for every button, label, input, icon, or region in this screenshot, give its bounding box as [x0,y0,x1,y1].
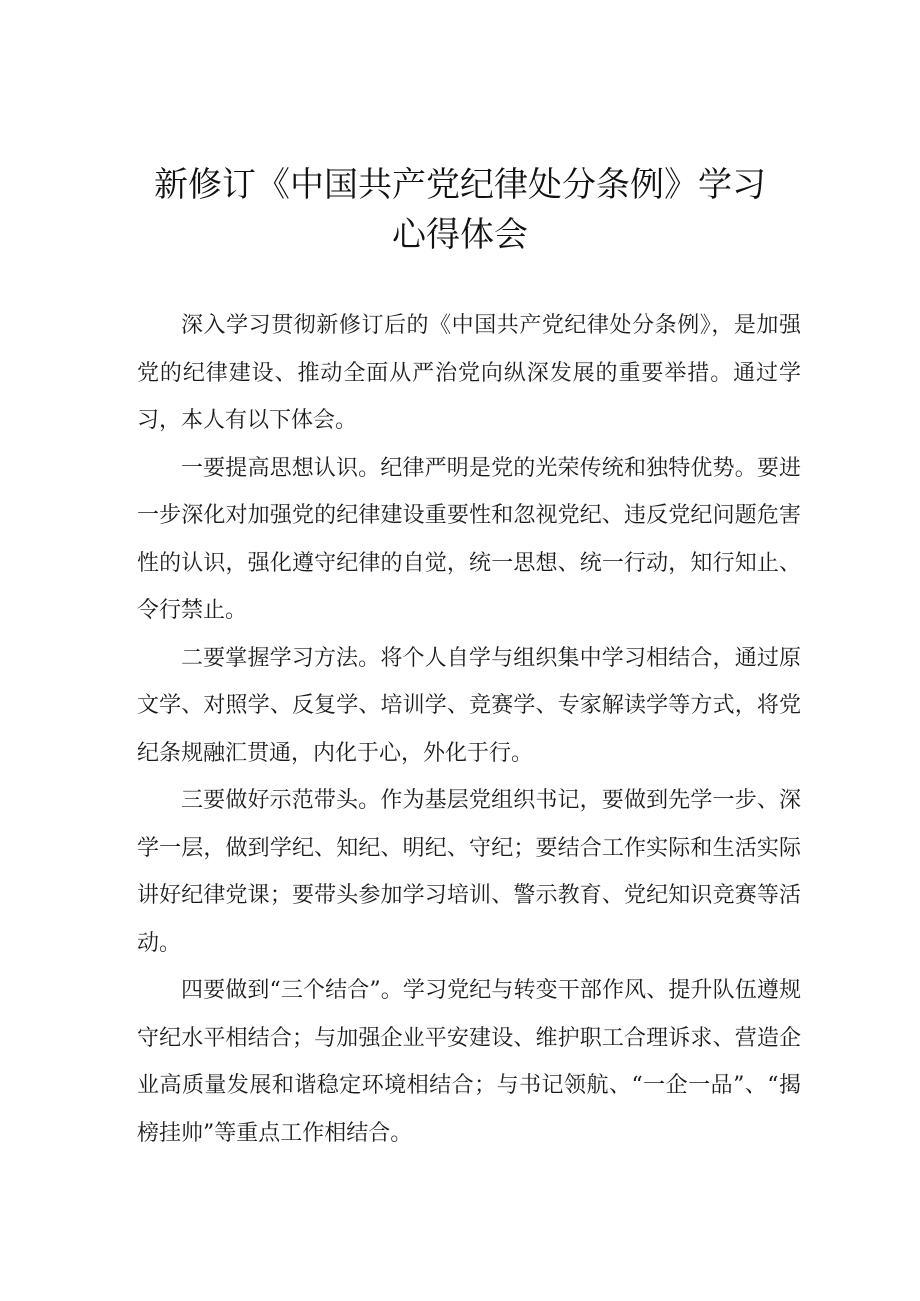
document-body [137,302,801,1157]
title-line-2: 心得体会 [392,215,528,255]
point-4-paragraph: 四要做到“三个结合”。学习党纪与转变干部作风、提升队伍遵规守纪水平相结合；与加强企业平安建设、维护职工合理诉求、营造企业高质量发展和谐稳定环境相结合；与书记领航、“一企一品”、“揭榜挂帅”等重点工作相结合。 [137,978,801,1146]
point-3-paragraph: 三要做好示范带头。作为基层党组织书记，要做到先学一步、深学一层，做到学纪、知纪、明纪、守纪；要结合工作实际和生活实际讲好纪律党课；要带头参加学习培训、警示教育、党纪知识竞赛等活动。 [137,788,801,956]
intro-paragraph: 深入学习贯彻新修订后的《中国共产党纪律处分条例》，是加强党的纪律建设、推动全面从严治党向纵深发展的重要举措。通过学习，本人有以下体会。 [137,313,801,433]
point-2-paragraph: 二要掌握学习方法。将个人自学与组织集中学习相结合，通过原文学、对照学、反复学、培训学、竞赛学、专家解读学等方式，将党纪条规融汇贯通，内化于心，外化于行。 [137,645,801,766]
point-1-paragraph: 一要提高思想认识。纪律严明是党的光荣传统和独特优势。要进一步深化对加强党的纪律建设重要性和忽视党纪、违反党纪问题危害性的认识，强化遵守纪律的自觉，统一思想、统一行动，知行知止、令行禁止。 [137,455,801,623]
title-line-1: 新修订《中国共产党纪律处分条例》学习 [154,165,766,205]
document-title [0,160,920,260]
